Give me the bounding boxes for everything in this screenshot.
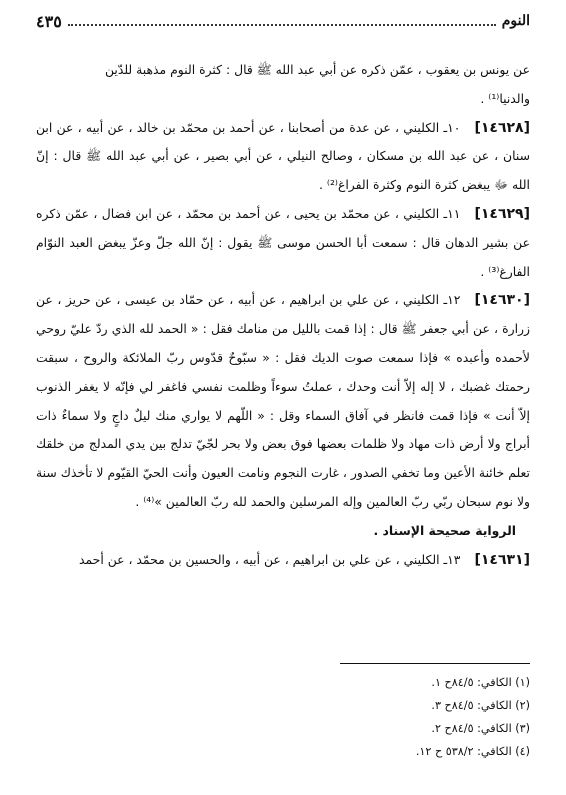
hadith-number: [١٤٦٢٨] [474, 119, 530, 136]
header-leader-dots [68, 24, 496, 26]
running-header [36, 6, 530, 36]
page-number: ٤٣٥ [36, 11, 62, 31]
hadith-text: ١٣ـ الكليني ، عن علي بن ابراهيم ، عن أبيه ، والحسين بن محمّد ، عن أحمد [79, 551, 461, 567]
intro-paragraph [36, 56, 530, 114]
hadith-14630 [36, 286, 530, 516]
body-text [36, 56, 530, 574]
intro-line-1: عن يونس بن يعقوب ، عمّن ذكره عن أبي عبد الله ﷺ قال : كثرة النوم مذهبة للدّين [104, 62, 530, 77]
footnote-3: (٣) الكافي: ٨٤/٥ح ٢. [431, 722, 530, 735]
hadith-text: ١١ـ الكليني ، عن محمّد بن يحيى ، عن أحمد بن محمّد ، عن ابن فضال ، عمّن ذكره عن بشير الدهان قال : سمعت أبا الحسن موسى ﷺ يقول : إنّ الله جلّ وعزّ يبغض العبد النوّام الفارغ⁽³⁾ . [36, 205, 530, 279]
hadith-14628 [36, 114, 530, 200]
hadith-text: ١٢ـ الكليني ، عن علي بن ابراهيم ، عن أبيه ، عن حمّاد بن عيسى ، عن حريز ، عن زرارة ، عن أبي جعفر ﷺ قال : إذا قمت بالليل من منامك فقل : « الحمد لله الذي ردّ عليّ روحي لأحمده وأعبده » فإذا سمعت صوت الديك فقل : « سبّوحٌ قدّوس ربّ الملائكة والروح ، سبقت رحمتك غضبك ، لا إله إلاّ أنت وحدك ، عملتُ سوءاً وظلمت نفسي فاغفر لي فإنّه لا يغفر الذنوب إلاّ أنت » فإذا قمت فانظر في آفاق السماء وقل : « اللّهم لا يواري منك ليلٌ داجٍ ولا سماءٌ ذات أبراج ولا أرض ذات مهاد ولا ظلمات بعضها فوق بعض ولا بحر لجّيّ تدلج بين يدي المدلج من خلقك تعلم خائنة الأعين وما تخفي الصدور ، غارت النجوم ونامت العيون وأنت الحيّ القيّوم لا تأخذك سنة ولا نوم سبحان ربّي ربّ العالمين وإله المرسلين والحمد لله ربّ العالمين »⁽⁴⁾ . [36, 292, 530, 509]
header-title: النوم [501, 13, 530, 29]
footnotes [36, 671, 530, 763]
intro-line-2: والدنيا⁽¹⁾ . [480, 90, 530, 106]
hadith-14631 [36, 546, 530, 575]
footnote-1: (١) الكافي: ٨٤/٥ح ١. [431, 676, 530, 689]
footnote-separator [340, 663, 530, 664]
chain-grade: الرواية صحيحة الإسناد . [373, 522, 516, 538]
footnote-2: (٢) الكافي: ٨٤/٥ح ٣. [431, 699, 530, 712]
hadith-number: [١٤٦٣٠] [474, 292, 530, 309]
hadith-14629 [36, 200, 530, 286]
hadith-number: [١٤٦٣١] [474, 551, 530, 568]
hadith-text: ١٠ـ الكليني ، عن عدة من أصحابنا ، عن أحمد بن محمّد بن خالد ، عن أبيه ، عن ابن سنان ، عن عبد الله بن مسكان ، وصالح النيلي ، عن أبي بصير ، عن أبي عبد الله ﷺ قال : إنّ الله ﷻ يبغض كثرة النوم وكثرة الفراغ⁽²⁾ . [36, 119, 530, 193]
footnote-4: (٤) الكافي: ٥٣٨/٢ ح ١٢. [415, 745, 530, 758]
hadith-number: [١٤٦٢٩] [474, 205, 530, 222]
